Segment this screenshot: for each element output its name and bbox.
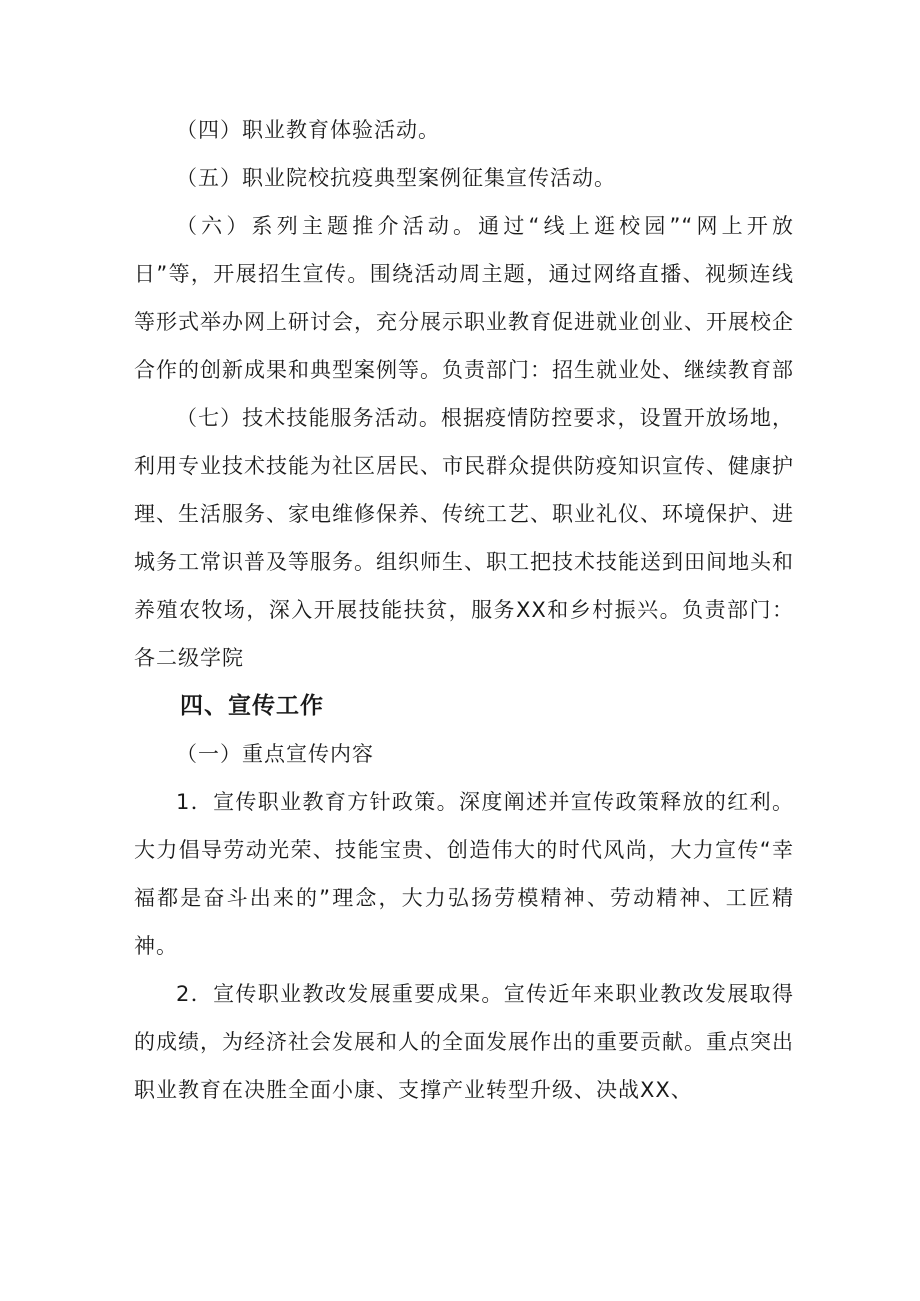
list-item-2: 2．宣传职业教改发展重要成果。宣传近年来职业教改发展取得的成绩，为经济社会发展和人的全面发展作出的重要贡献。重点突出职业教育在决胜全面小康、支撑产业转型升级、决战XX、 bbox=[134, 982, 794, 1102]
subsection-heading: （一）重点宣传内容 bbox=[176, 742, 374, 766]
section-heading: 四、宣传工作 bbox=[180, 693, 324, 719]
paragraph-activity-4: （四）职业教育体验活动。 bbox=[176, 118, 440, 142]
paragraph-activity-5: （五）职业院校抗疫典型案例征集宣传活动。 bbox=[176, 166, 616, 190]
document-page bbox=[134, 106, 794, 1114]
paragraph-activity-7: （七）技术技能服务活动。根据疫情防控要求，设置开放场地，利用专业技术技能为社区居民、市民群众提供防疫知识宣传、健康护理、生活服务、家电维修保养、传统工艺、职业礼仪、环境保护、进城务工常识普及等服务。组织师生、职工把技术技能送到田间地头和养殖农牧场，深入开展技能扶贫，服务XX和乡村振兴。负责部门：各二级学院 bbox=[134, 406, 794, 670]
list-item-1: 1．宣传职业教育方针政策。深度阐述并宣传政策释放的红利。大力倡导劳动光荣、技能宝贵、创造伟大的时代风尚，大力宣传“幸福都是奋斗出来的”理念，大力弘扬劳模精神、劳动精神、工匠精神。 bbox=[134, 790, 794, 958]
paragraph-activity-6: （六）系列主题推介活动。通过“线上逛校园”“网上开放日”等，开展招生宣传。围绕活动周主题，通过网络直播、视频连线等形式举办网上研讨会，充分展示职业教育促进就业创业、开展校企合作的创新成果和典型案例等。负责部门：招生就业处、继续教育部 bbox=[134, 214, 794, 382]
